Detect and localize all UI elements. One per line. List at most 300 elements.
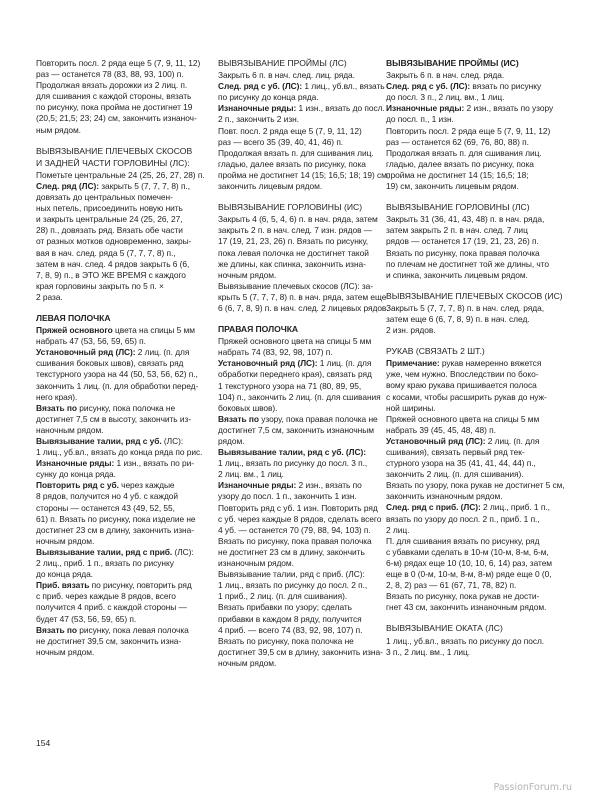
text-block	[218, 58, 394, 192]
text-line	[386, 602, 566, 613]
text-line	[218, 469, 394, 480]
text-block	[218, 202, 394, 314]
text-line	[36, 369, 212, 380]
line-text: прибавки в каждом 8 ряду, получится	[218, 613, 362, 624]
text-line	[36, 358, 212, 369]
bold-label: След. ряд (ЛС):	[36, 180, 99, 191]
line-text: ночным рядом.	[36, 646, 95, 657]
text-line	[218, 647, 394, 658]
bold-label: Вывязывание талии, ряд с приб.	[36, 546, 173, 557]
text-line	[218, 126, 394, 137]
line-text: вому краю рукава пришивается полоса	[386, 380, 537, 391]
line-text: 104) п., закончить 2 лиц. (п. для сшивания	[218, 391, 381, 402]
line-text: будет 47 (53, 56, 59, 65) п.	[36, 613, 137, 624]
text-line	[386, 647, 566, 658]
text-line	[386, 92, 566, 103]
text-line	[218, 436, 394, 447]
section-heading	[386, 202, 566, 213]
text-block	[386, 346, 566, 613]
line-text: ВЫВЯЗЫВАНИЕ ПЛЕЧЕВЫХ СКОСОВ	[36, 145, 193, 156]
text-line	[36, 425, 212, 436]
line-text: ПРАВАЯ ПОЛОЧКА	[218, 324, 299, 335]
text-line	[218, 536, 394, 547]
line-text: по плечам не достигнет той же длины, что	[386, 258, 550, 269]
line-text: 19) см, закончить лицевым рядом.	[386, 181, 519, 192]
text-line	[36, 381, 212, 392]
line-text: сшивания), связать первый ряд тек-	[386, 447, 525, 457]
line-text: еще в 0 (0-м, 10-м, 8-м, 8-м) ряде еще 0 (0,	[386, 569, 552, 580]
text-block	[218, 324, 394, 669]
text-line	[386, 547, 566, 558]
text-line	[36, 113, 212, 124]
line-text: закончить 2 лиц. (п. для сшивания).	[386, 469, 524, 480]
text-line	[218, 547, 394, 558]
line-text: Вывязывание плечевых скосов (ЛС): за-	[218, 280, 373, 291]
watermark: PassionForum.ru	[493, 782, 572, 793]
line-text: П. для сшивания вязать по рисунку, ряд	[386, 535, 540, 546]
line-text: узору, пока правая полочка не	[258, 413, 378, 424]
line-text: 2 лиц., приб. 1 п.,	[480, 502, 550, 513]
line-text: 1 лиц., вязать по рисунку до посл. 3 п.,	[218, 458, 368, 469]
text-line	[36, 403, 212, 414]
text-line	[36, 58, 212, 69]
line-text: закончить изнаночным рядом.	[386, 491, 503, 502]
line-text: Повторить посл. 2 ряда еще 5 (7, 9, 11, 12)	[386, 125, 551, 136]
line-text: пройма не достигнет 14 (15; 16,5; 18;	[386, 169, 529, 180]
text-line	[36, 602, 212, 613]
line-text: гладью, далее вязать по рисунку, пока	[218, 158, 366, 169]
line-text: Закрыть 31 (36, 41, 43, 48) п. в нач. ряда,	[386, 214, 545, 225]
section-heading	[36, 158, 212, 169]
text-line	[218, 569, 394, 580]
text-line	[386, 314, 566, 325]
text-line	[36, 447, 212, 458]
text-line	[218, 70, 394, 81]
text-line	[386, 636, 566, 647]
text-line	[386, 491, 566, 502]
bold-label: Установочный ряд (ЛС):	[386, 435, 486, 446]
line-text: 6 (6, 7, 8, 9) п. в нач. след. 2 лицевых рядов.	[218, 302, 389, 313]
line-text: 1 изн., вязать по ри-	[114, 458, 194, 469]
text-line	[36, 458, 212, 469]
line-text: достигнет 7,5 см в высоту, закончить из-	[36, 413, 192, 424]
text-line	[36, 248, 212, 259]
line-text: до посл. 3 п., 2 лиц. вм., 1 лиц.	[386, 92, 505, 103]
line-text: 4 уб. — останется 70 (79, 88, 94, 103) п.	[218, 524, 371, 535]
text-line	[386, 580, 566, 591]
line-text: закрыть 5 (7, 7, 7, 8) п.,	[98, 180, 190, 191]
line-text: 8 рядов, получится но 4 уб. с каждой	[36, 491, 179, 502]
line-text: 1 текстурного узора на 71 (80, 89, 95,	[218, 380, 362, 391]
text-block	[386, 202, 566, 281]
line-text: с приб. через каждые 8 рядов, всего	[36, 591, 176, 602]
text-line	[36, 491, 212, 502]
text-line	[218, 514, 394, 525]
text-line	[386, 458, 566, 469]
text-line	[218, 225, 394, 236]
line-text: получится 4 приб. с каждой стороны —	[36, 602, 187, 613]
text-line	[386, 137, 566, 148]
section-heading	[218, 202, 394, 213]
line-text: ЛЕВАЯ ПОЛОЧКА	[36, 312, 111, 323]
line-text: 6-м) рядах еще 10 (10, 10, 6, 14) раз, затем	[386, 557, 553, 568]
line-text: 2, 8, 2) раз — 61 (67, 71, 78, 82) п.	[386, 580, 517, 591]
text-block	[386, 291, 566, 336]
text-line	[36, 281, 212, 292]
line-text: раз — останется 78 (83, 88, 93, 100) п.	[36, 69, 184, 80]
line-text: 2 лиц.	[386, 524, 410, 535]
line-text: достигнет 7,5 см, закончить изнаночным	[218, 424, 374, 435]
text-line	[386, 469, 566, 480]
text-line	[386, 447, 566, 458]
text-line	[36, 270, 212, 281]
text-line	[386, 170, 566, 181]
line-text: ных петель, присоединить новую нить	[36, 203, 183, 214]
line-text: Продолжая вязать дорожки из 2 лиц. п.	[36, 80, 188, 91]
line-text: ночным рядом.	[36, 535, 95, 546]
line-text: Пряжей основного цвета на спицы 5 мм	[386, 413, 540, 424]
line-text: уже, чем нужно. Впоследствии по боко-	[386, 369, 539, 380]
text-line	[386, 480, 566, 491]
text-line	[218, 602, 394, 613]
text-line	[36, 69, 212, 80]
text-line	[36, 325, 212, 336]
text-line	[36, 102, 212, 113]
bold-label: Изнаночные ряды:	[218, 103, 297, 114]
section-heading	[36, 146, 212, 157]
text-line	[36, 181, 212, 192]
section-heading	[386, 346, 566, 357]
text-line	[386, 403, 566, 414]
section-heading	[386, 291, 566, 302]
line-text: 1 лиц. (п. для	[317, 358, 372, 369]
text-line	[36, 392, 212, 403]
line-text: 1 лиц., уб.вл., вязать до конца ряда по рис.	[36, 447, 203, 458]
text-line	[386, 259, 566, 270]
bold-label: Повторить ряд с уб.	[36, 480, 119, 491]
text-line	[36, 236, 212, 247]
bold-label: Вязать по	[36, 402, 77, 413]
column-1	[36, 58, 212, 668]
line-text: Продолжая вязать п. для сшивания лиц.	[218, 147, 374, 158]
text-line	[386, 392, 566, 403]
line-text: 61) п. Вязать по рисунку, пока изделие не	[36, 513, 196, 524]
text-line	[36, 625, 212, 636]
text-line	[218, 292, 394, 303]
line-text: 4 приб. — всего 74 (83, 92, 98, 107) п.	[218, 624, 363, 635]
text-line	[218, 170, 394, 181]
line-text: 1 лиц., уб.вл., вязать по рисунку до посл.	[386, 635, 545, 646]
text-line	[218, 525, 394, 536]
text-line	[36, 91, 212, 102]
section-heading	[36, 313, 212, 324]
text-line	[218, 214, 394, 225]
text-line	[36, 203, 212, 214]
line-text: стороны — останется 43 (49, 52, 55,	[36, 502, 175, 513]
text-line	[36, 436, 212, 447]
line-text: с убавками сделать в 10-м (10-м, 8-м, 6-м,	[386, 546, 549, 557]
bold-label: Изнаночные ряды:	[218, 480, 297, 491]
bold-label: Вывязывание талии, ряд с уб.	[36, 436, 162, 446]
line-text: ВЫВЯЗЫВАНИЕ ОКАТА (ЛС)	[386, 623, 503, 634]
text-line	[386, 126, 566, 137]
line-text: закрыть 2 п. в нач. след. 7 изн. рядов —	[218, 225, 373, 236]
line-text: Вязать по рисунку, пока рукав не дости-	[386, 591, 540, 602]
line-text: стурного узора на 35 (41, 41, 44, 44) п.,	[386, 458, 536, 469]
line-text: раз — всего 35 (39, 40, 41, 46) п.	[218, 136, 344, 147]
line-text: 3 п., 2 лиц. вм., 1 лиц.	[386, 646, 471, 657]
line-text: 2 лиц. вм., 1 лиц.	[218, 469, 284, 480]
text-line	[386, 514, 566, 525]
text-line	[218, 381, 394, 392]
text-line	[218, 591, 394, 602]
text-line	[36, 536, 212, 547]
line-text: Закрыть 6 п. в нач. след. лиц. ряда.	[218, 70, 355, 81]
line-text: 1 приб., 2 лиц. (п. для сшивания).	[218, 591, 348, 602]
line-text: Вязать прибавки по узору; сделать	[218, 602, 352, 613]
bold-label: Установочный ряд (ЛС):	[36, 347, 136, 358]
line-text: пока левая полочка не достигнет такой	[218, 247, 369, 258]
line-text: для сшивания с каждой стороны, вязать	[36, 91, 192, 102]
line-text: по рисунку, пока пройма не достигнет 19	[36, 102, 193, 113]
line-text: 2 изн. рядов.	[386, 325, 436, 336]
line-text: ночным рядом.	[218, 269, 277, 280]
line-text: рукав намеренно вяжется	[439, 358, 542, 369]
text-line	[218, 636, 394, 647]
text-line	[386, 159, 566, 170]
line-text: Закрыть 6 п. в нач. след. ряда.	[386, 70, 505, 81]
line-text: (ЛС):	[172, 546, 194, 557]
bold-label: След. ряд с уб. (ЛС):	[218, 81, 303, 92]
text-line	[386, 81, 566, 92]
line-text: ВЫВЯЗЫВАНИЕ ПЛЕЧЕВЫХ СКОСОВ (ИС)	[386, 290, 563, 301]
column-2	[218, 58, 394, 679]
line-text: гладью, далее вязать по рисунку, пока	[386, 158, 534, 169]
text-line	[36, 192, 212, 203]
text-line	[218, 259, 394, 270]
text-line	[36, 480, 212, 491]
line-text: ВЫВЯЗЫВАНИЕ ГОРЛОВИНЫ (ЛС)	[386, 202, 530, 213]
line-text: затем в нач. след. 4 рядов закрыть 6 (6,	[36, 258, 190, 269]
line-text: И ЗАДНЕЙ ЧАСТИ ГОРЛОВИНЫ (ЛС):	[36, 157, 190, 168]
line-text: 1 изн., вязать до посл.	[296, 103, 385, 114]
text-line	[36, 514, 212, 525]
line-text: Закрыть 4 (6, 5, 4, 6) п. в нач. ряда, затем	[218, 214, 378, 225]
text-line	[386, 380, 566, 391]
line-text: него края).	[36, 391, 78, 402]
text-line	[36, 569, 212, 580]
line-text: сшивания боковых швов), связать ряд	[36, 358, 184, 369]
text-line	[36, 125, 212, 136]
line-text: Повторить посл. 2 ряда еще 5 (7, 9, 11, 12)	[36, 58, 201, 68]
line-text: 2 лиц., приб. 1 п., вязать по рисунку	[36, 558, 174, 569]
line-text: раз — останется 62 (69, 76, 80, 88) п.	[386, 136, 529, 147]
line-text: вязать по узору до посл. 2 п., приб. 1 п.,	[386, 513, 540, 524]
text-line	[218, 580, 394, 591]
section-heading	[218, 58, 394, 69]
text-line	[386, 181, 566, 192]
text-line	[218, 336, 394, 347]
text-line	[36, 214, 212, 225]
line-text: рядом.	[218, 436, 245, 446]
line-text: набрать 39 (45, 45, 48, 48) п.	[386, 424, 496, 435]
text-line	[36, 580, 212, 591]
line-text: Вывязывание талии, ряд с приб. (ЛС):	[218, 569, 365, 580]
line-text: до конца ряда.	[36, 569, 93, 580]
text-line	[386, 103, 566, 114]
text-line	[386, 425, 566, 436]
bold-label: Изнаночные ряды:	[386, 103, 465, 114]
text-line	[36, 558, 212, 569]
text-line	[36, 547, 212, 558]
line-text: Продолжая вязать п. для сшивания лиц.	[386, 147, 542, 158]
line-text: наночным рядом.	[36, 424, 104, 435]
line-text: 2 изн., вязать по	[296, 480, 362, 491]
text-line	[36, 647, 212, 658]
line-text: ным рядом.	[36, 124, 81, 135]
text-line	[218, 248, 394, 259]
text-block	[36, 146, 212, 303]
line-text: закончить 1 лиц. (п. для обработки перед-	[36, 380, 199, 391]
text-line	[218, 347, 394, 358]
text-line	[218, 181, 394, 192]
line-text: ной ширины.	[386, 402, 436, 413]
line-text: ВЫВЯЗЫВАНИЕ ГОРЛОВИНЫ (ИС)	[218, 202, 363, 213]
text-line	[36, 336, 212, 347]
text-line	[218, 281, 394, 292]
bold-label: След. ряд с приб. (ЛС):	[386, 502, 481, 513]
line-text: рисунку, пока полочка не	[76, 402, 176, 413]
line-text: набрать 74 (83, 92, 98, 107) п.	[218, 347, 333, 358]
text-line	[36, 347, 212, 358]
text-block	[36, 58, 212, 136]
line-text: обработки переднего края), связать ряд	[218, 369, 372, 380]
line-text: набрать 47 (53, 56, 59, 65) п.	[36, 336, 146, 347]
line-text: Вязать по рисунку, пока правая полочка	[386, 247, 540, 258]
line-text: (20,5; 21,5; 23; 24) см, закончить изнаноч-	[36, 113, 197, 124]
bold-label: Установочный ряд (ЛС):	[218, 358, 318, 369]
line-text: до посл. п., 1 изн.	[386, 114, 454, 125]
text-line	[218, 159, 394, 170]
text-line	[386, 225, 566, 236]
text-line	[36, 414, 212, 425]
text-line	[386, 369, 566, 380]
text-line	[36, 503, 212, 514]
text-line	[218, 403, 394, 414]
line-text: рядов — останется 17 (19, 21, 23, 26) п.	[386, 236, 539, 247]
line-text: Пряжей основного цвета на спицы 5 мм	[218, 336, 372, 347]
line-text: Закрыть 5 (7, 7, 7, 8) п. в нач. след. ряда,	[386, 302, 545, 313]
text-line	[386, 358, 566, 369]
line-text: Вязать по рисунку, пока правая полочка	[218, 535, 372, 546]
line-text: сунку до конца ряда.	[36, 469, 116, 480]
bold-label: Вязать по	[218, 413, 259, 424]
text-line	[386, 236, 566, 247]
bold-label: Примечание:	[386, 358, 440, 369]
text-line	[36, 525, 212, 536]
text-line	[218, 558, 394, 569]
line-text: изнаночным рядом.	[218, 558, 294, 569]
text-line	[36, 80, 212, 91]
line-text: Повторить ряд с уб. 1 изн. Повторить ряд	[218, 502, 378, 513]
line-text: затем закрыть 2 п. в нач. след. 7 лиц	[386, 225, 528, 236]
line-text: довязать до центральных помечен-	[36, 192, 173, 203]
line-text: с уб. через каждые 8 рядов, сделать всего	[218, 513, 382, 524]
text-line	[218, 92, 394, 103]
line-text: Повт. посл. 2 ряда еще 5 (7, 9, 11, 12)	[218, 125, 362, 136]
text-line	[386, 303, 566, 314]
text-line	[218, 137, 394, 148]
section-heading	[386, 58, 566, 69]
text-line	[386, 414, 566, 425]
line-text: 2 изн., вязать по узору	[464, 103, 554, 114]
text-block	[386, 623, 566, 657]
text-line	[36, 591, 212, 602]
text-line	[386, 502, 566, 513]
section-heading	[218, 324, 394, 335]
text-block	[36, 313, 212, 658]
line-text: Пометьте центральные 24 (25, 26, 27, 28) п.	[36, 169, 205, 180]
line-text: затем еще 6 (6, 7, 8, 9) п. в нач. след.	[386, 313, 530, 324]
text-line	[218, 625, 394, 636]
line-text: текстурного узора на 44 (50, 53, 56, 62) п.,	[36, 369, 198, 380]
text-line	[36, 292, 212, 303]
line-text: цвета на спицы 5 мм	[112, 325, 195, 336]
line-text: 1 лиц., уб.вл., вязать	[302, 81, 385, 92]
line-text: не достигнет 39,5 см, закончить изна-	[36, 635, 182, 646]
line-text: и закрыть центральные 24 (25, 26, 27,	[36, 214, 183, 225]
text-line	[218, 103, 394, 114]
text-line	[386, 536, 566, 547]
text-line	[218, 503, 394, 514]
line-text: крыть 5 (7, 7, 7, 8) п. в нач. ряда, затем еще	[218, 291, 387, 302]
line-text: вязать по рисунку	[470, 81, 542, 92]
line-text: 7, 8, 9) п., в ЭТО ЖЕ ВРЕМЯ с каждого	[36, 269, 186, 280]
line-text: не достигнет 23 см в длину, закончить	[218, 546, 365, 557]
bold-label: Вывязывание талии, ряд с уб. (ЛС):	[218, 447, 366, 458]
line-text: узору до посл. 1 п., закончить 1 изн.	[218, 491, 357, 502]
line-text: 1 лиц., вязать по рисунку до посл. 2 п.,	[218, 580, 368, 591]
text-line	[218, 148, 394, 159]
line-text: по рисунку до конца ряда.	[218, 92, 319, 103]
section-heading	[386, 623, 566, 634]
text-line	[218, 480, 394, 491]
text-block	[386, 58, 566, 192]
line-text: рисунку, пока левая полочка	[76, 624, 189, 635]
line-text: с косами, чтобы расширить рукав до нуж-	[386, 391, 547, 402]
line-text: ночным рядом.	[218, 657, 277, 668]
line-text: РУКАВ (СВЯЗАТЬ 2 ШТ.)	[386, 346, 485, 357]
text-line	[386, 591, 566, 602]
line-text: ВЫВЯЗЫВАНИЕ ПРОЙМЫ (ЛС)	[218, 58, 347, 68]
bold-label: След. ряд с уб. (ЛС):	[386, 81, 471, 92]
line-text: гнет 43 см, закончить изнаночным рядом.	[386, 602, 547, 613]
line-text: же длины, как спинка, закончить изна-	[218, 258, 366, 269]
text-line	[36, 225, 212, 236]
text-line	[218, 236, 394, 247]
line-text: достигнет 39,5 см в длину, закончить изна-	[218, 646, 383, 657]
text-line	[218, 81, 394, 92]
text-line	[218, 414, 394, 425]
line-text: 2 лиц. (п. для	[485, 435, 540, 446]
text-line	[218, 114, 394, 125]
bold-label: Вязать по	[36, 624, 77, 635]
text-line	[218, 658, 394, 669]
text-line	[386, 148, 566, 159]
text-line	[36, 636, 212, 647]
text-line	[386, 525, 566, 536]
bold-label: Приб. вязать	[36, 580, 90, 591]
